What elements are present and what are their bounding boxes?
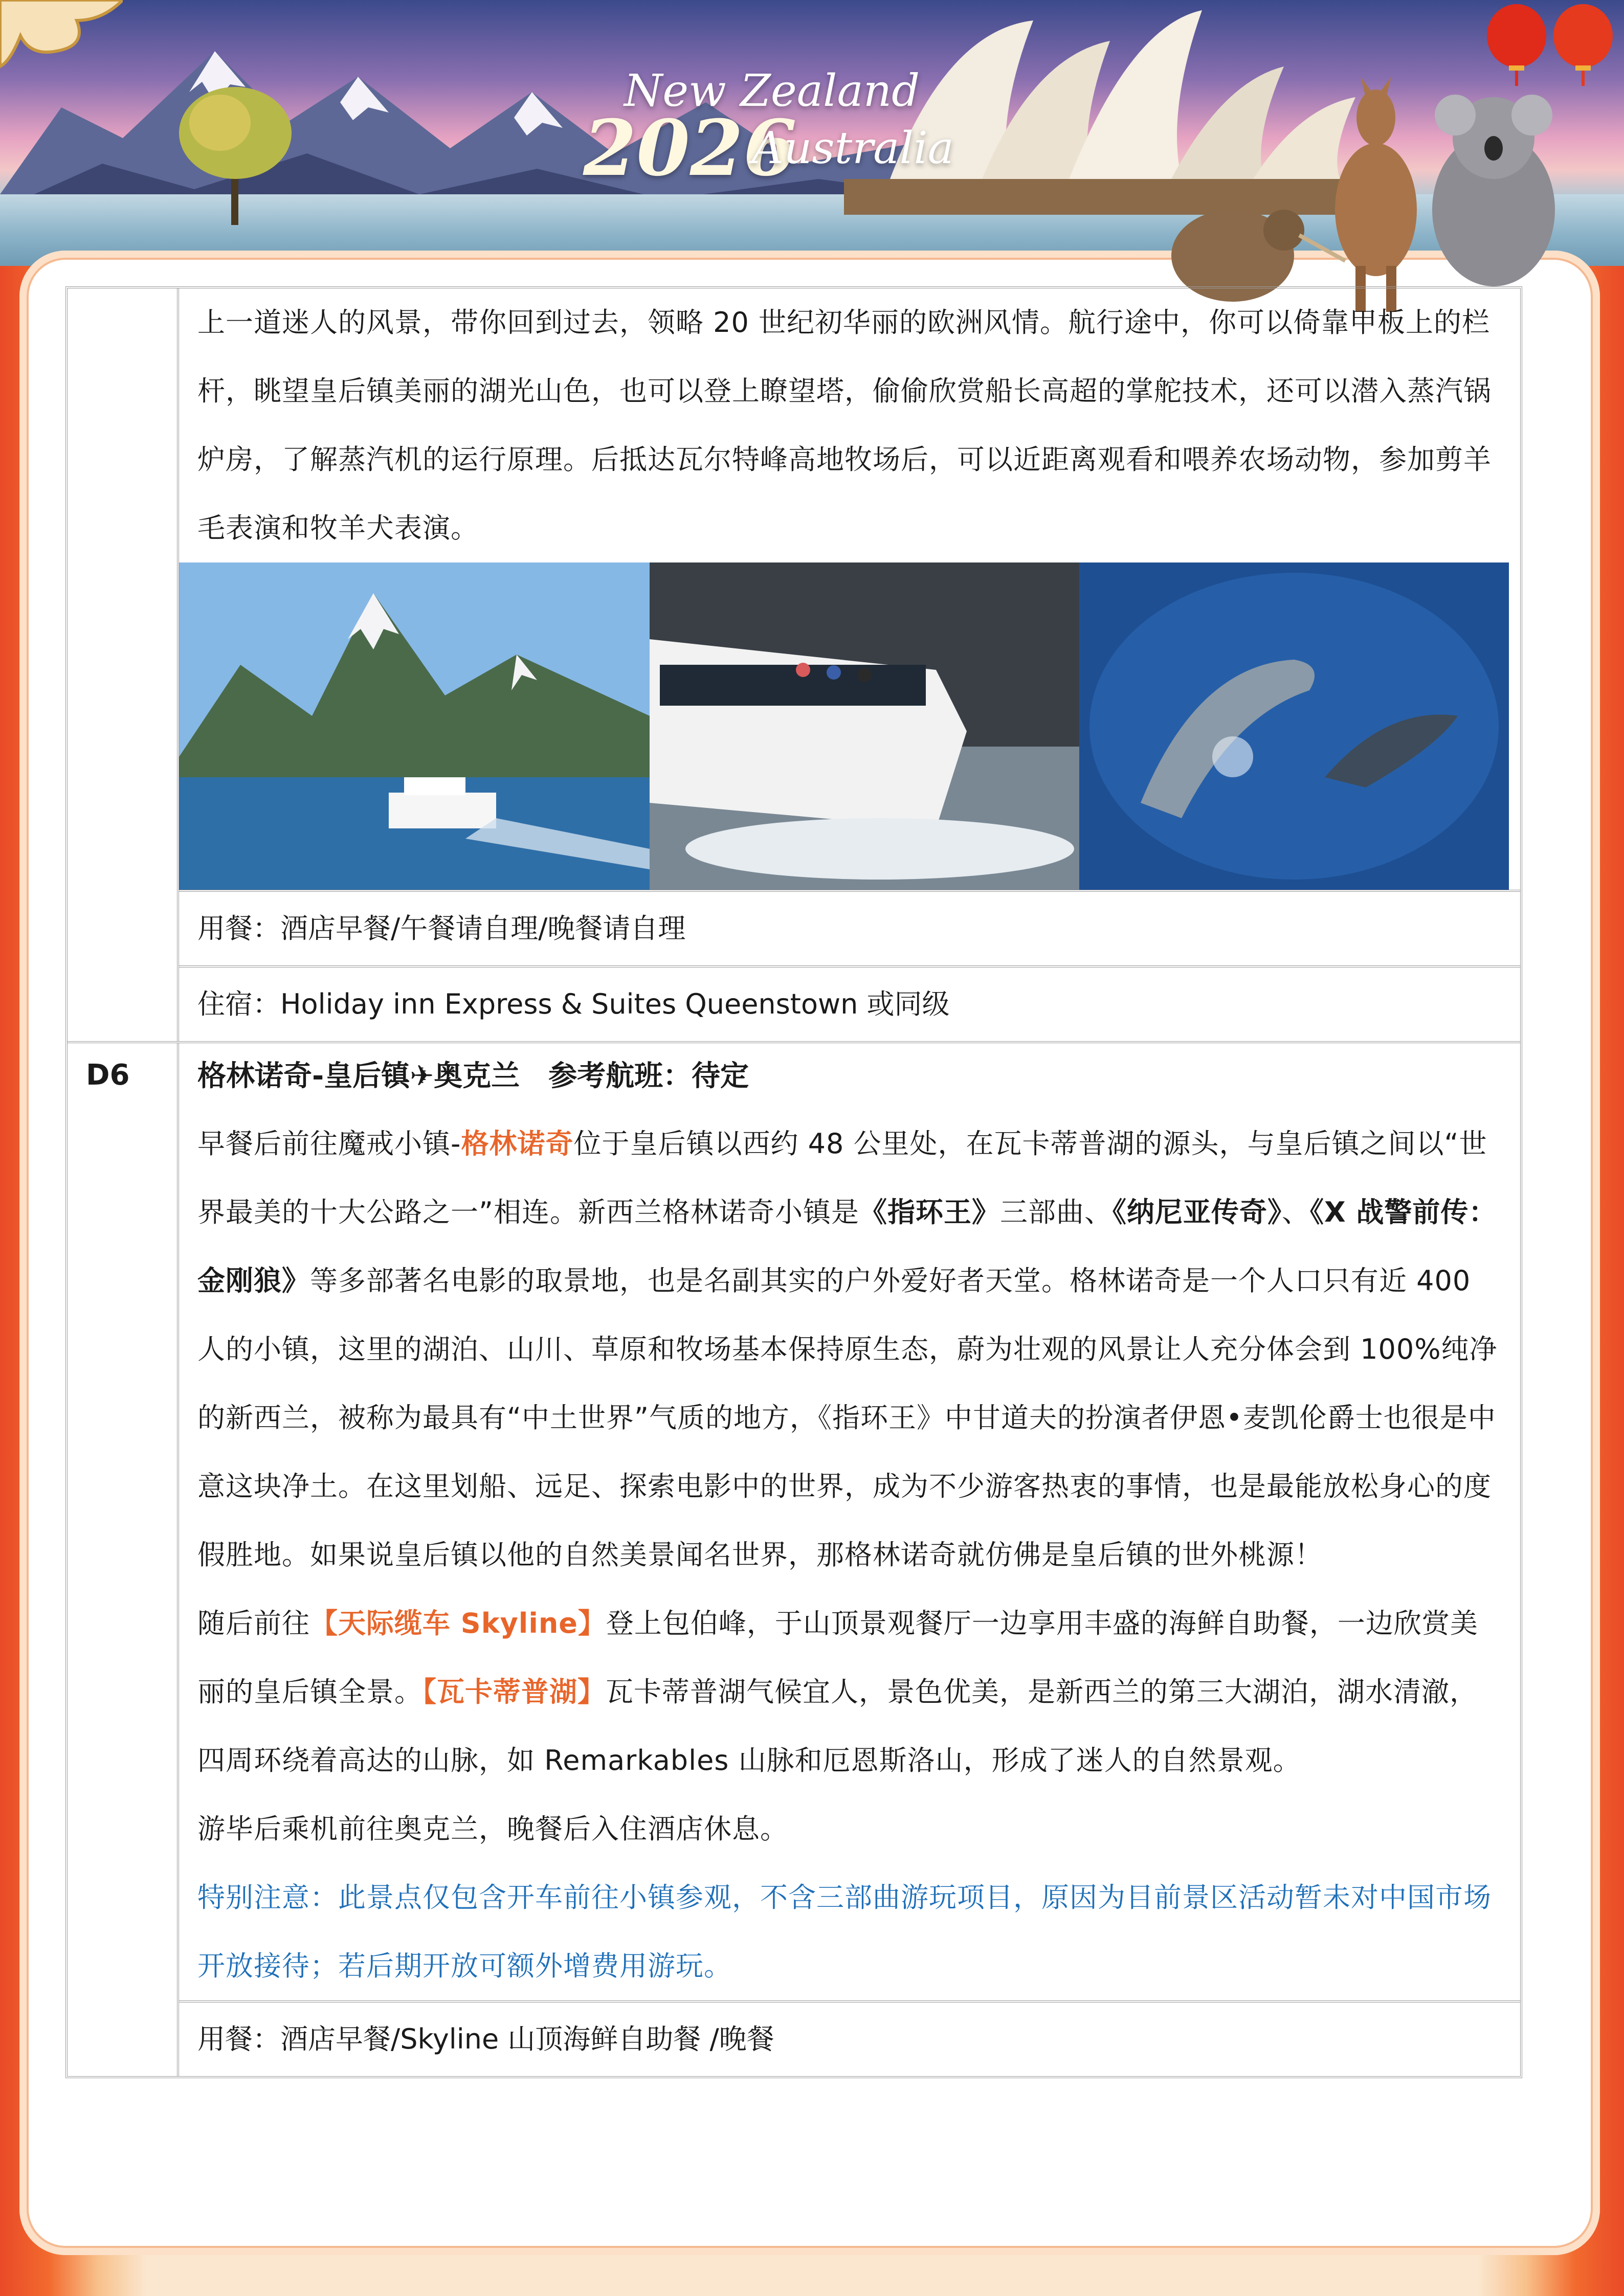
photo-strip bbox=[179, 562, 1520, 890]
day-label-cell bbox=[68, 288, 179, 1041]
movie-title-lotr: 《指环王》 bbox=[859, 1196, 1000, 1228]
lone-tree-illustration bbox=[169, 77, 302, 230]
description-text bbox=[179, 1110, 1520, 2000]
meal-section bbox=[179, 890, 1520, 965]
milford-sound-cruise-photo bbox=[179, 562, 650, 890]
text-run: 随后前往 bbox=[197, 1607, 310, 1639]
dolphins-photo bbox=[1079, 562, 1509, 890]
text-run: 早餐后前往魔戒小镇- bbox=[197, 1128, 461, 1160]
day-content-cell bbox=[179, 288, 1520, 1041]
text-run: 三部曲、 bbox=[999, 1196, 1113, 1228]
itinerary-row-prev-day bbox=[68, 288, 1520, 1041]
highlight-skyline: 【天际缆车 Skyline】 bbox=[310, 1607, 606, 1639]
meal-section bbox=[179, 2000, 1520, 2076]
corner-cloud-ornament bbox=[0, 0, 123, 72]
hotel-section bbox=[179, 965, 1520, 1041]
day-content-cell bbox=[179, 1043, 1520, 2076]
cruise-boat-deck-photo bbox=[650, 562, 1079, 890]
highlight-wakatipu: 【瓦卡蒂普湖】 bbox=[422, 1676, 606, 1708]
day-title: 格林诺奇-皇后镇✈奥克兰 参考航班：待定 bbox=[197, 1060, 749, 1093]
title-year: 2026 bbox=[583, 103, 797, 193]
meal-text: 用餐：酒店早餐/Skyline 山顶海鲜自助餐 /晚餐 bbox=[197, 2023, 774, 2055]
text-run: 、 bbox=[1281, 1196, 1310, 1228]
description-section bbox=[179, 1043, 1520, 2000]
red-lantern-icon bbox=[1483, 0, 1550, 87]
red-lantern-icon bbox=[1550, 0, 1616, 87]
text-run: 瓦卡蒂普湖气候宜人，景色优美，是新西兰的第三大湖泊，湖水清澈，四周环绕着高达的山脉，如 Remarkables 山脉和厄恩斯洛山，形成了迷人的自然景观。 bbox=[197, 1676, 1478, 1776]
paragraph-flight: 游毕后乘机前往奥克兰，晚餐后入住酒店休息。 bbox=[197, 1813, 788, 1845]
paragraph-grenorchy bbox=[197, 1110, 1505, 1589]
movie-title-wolverine: 《X 战警前传：金刚狼》 bbox=[197, 1196, 1497, 1297]
description-text bbox=[179, 288, 1520, 562]
hotel-text: 住宿：Holiday inn Express & Suites Queenstown 或同级 bbox=[197, 988, 950, 1020]
title-australia: Australia bbox=[752, 123, 954, 174]
text-run: 等多部著名电影的取景地，也是名副其实的户外爱好者天堂。格林诺奇是一个人口只有近 400 人的小镇，这里的湖泊、山川、草原和牧场基本保持原生态，蔚为壮观的风景让人充分体会到 100%纯净的新西兰，被称为最具有“中土世界”气质的地方，《指环王》中甘道夫的扮演者伊恩•麦凯伦爵士也很是中意这块净土。在这里划船、远足、探索电影中的世界，成为不少游客热衷的事情，也是最能放松身心的度假胜地。如果说皇后镇以他的自然美景闻名世界，那格林诺奇就仿佛是皇后镇的世外桃源！ bbox=[197, 1265, 1498, 1571]
tour-title-logo bbox=[583, 56, 954, 205]
special-note: 特别注意：此景点仅包含开车前往小镇参观，不含三部曲游玩项目，原因为目前景区活动暂未对中国市场开放接待；若后期开放可额外增费用游玩。 bbox=[197, 1881, 1492, 1982]
day-label-cell: D6 bbox=[68, 1043, 179, 2076]
description-paragraph: 上一道迷人的风景，带你回到过去，领略 20 世纪初华丽的欧洲风情。航行途中，你可以倚靠甲板上的栏杆，眺望皇后镇美丽的湖光山色，也可以登上瞭望塔，偷偷欣赏船长高超的掌舵技术，还可以潜入蒸汽锅炉房，了解蒸汽机的运行原理。后抵达瓦尔特峰高地牧场后，可以近距离观看和喂养农场动物，参加剪羊毛表演和牧羊犬表演。 bbox=[197, 306, 1492, 544]
text-run: 位于皇后镇以西约 48 公里处，在瓦卡蒂普湖的源头，与皇后镇之间以“世界最美的十大公路之一”相连。新西兰格林诺奇小镇是 bbox=[197, 1128, 1487, 1228]
meal-text: 用餐：酒店早餐/午餐请自理/晚餐请自理 bbox=[197, 912, 686, 944]
itinerary-table bbox=[65, 286, 1522, 2078]
paragraph-skyline bbox=[197, 1589, 1505, 1795]
description-section bbox=[179, 288, 1520, 890]
movie-title-narnia: 《纳尼亚传奇》 bbox=[1112, 1196, 1282, 1228]
title-new-zealand: New Zealand bbox=[624, 65, 920, 117]
itinerary-row-d6 bbox=[68, 1041, 1520, 2076]
highlight-glenorchy: 格林诺奇 bbox=[461, 1128, 574, 1160]
text-run: 登上包伯峰，于山顶景观餐厅一边享用丰盛的海鲜自助餐，一边欣赏美丽的皇后镇全景。 bbox=[197, 1607, 1478, 1708]
kiwi-kangaroo-koala-illustration bbox=[1136, 77, 1570, 317]
